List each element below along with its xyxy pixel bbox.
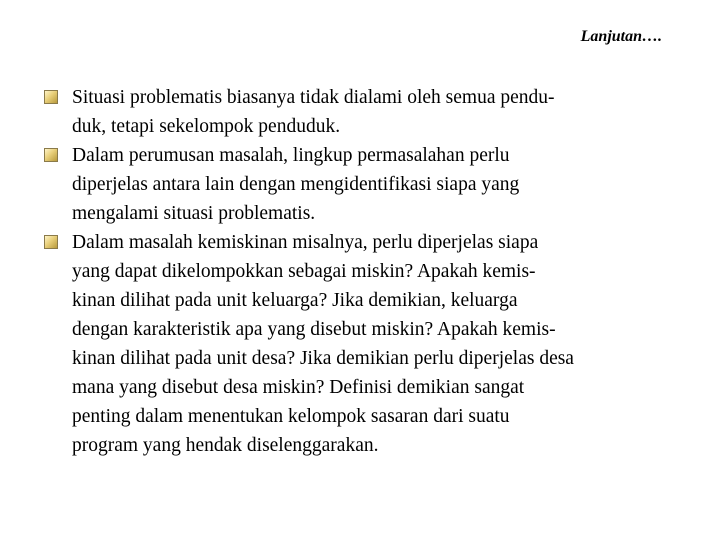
bullet-item-1 [44, 83, 704, 141]
bullet-text-line: yang dapat dikelompokkan sebagai miskin? Apakah kemis- [72, 261, 536, 282]
bullet-item-3 [44, 228, 704, 460]
bullet-text-line: program yang hendak diselenggarakan. [72, 435, 379, 456]
bullet-text-line: kinan dilihat pada unit desa? Jika demikian perlu diperjelas desa [72, 348, 574, 369]
bullet-text-line: mana yang disebut desa miskin? Definisi demikian sangat [72, 377, 525, 398]
bullet-text-line: dengan karakteristik apa yang disebut miskin? Apakah kemis- [72, 319, 556, 340]
square-bullet-icon [44, 148, 58, 162]
square-bullet-icon [44, 90, 58, 104]
bullet-text-line: kinan dilihat pada unit keluarga? Jika demikian, keluarga [72, 290, 518, 311]
square-bullet-icon [44, 235, 58, 249]
bullet-text-line: Dalam masalah kemiskinan misalnya, perlu diperjelas siapa [72, 232, 539, 253]
bullet-text-line: Dalam perumusan masalah, lingkup permasalahan perlu [72, 145, 510, 166]
bullet-text-line: penting dalam menentukan kelompok sasaran dari suatu [72, 406, 510, 427]
slide-title: Lanjutan…. [580, 28, 662, 45]
bullet-text-line: Situasi problematis biasanya tidak dialami oleh semua pendu- [72, 87, 555, 108]
bullet-text-line: mengalami situasi problematis. [72, 203, 316, 224]
bullet-list [44, 83, 704, 460]
bullet-text-line: diperjelas antara lain dengan mengidentifikasi siapa yang [72, 174, 520, 195]
bullet-item-2 [44, 141, 704, 228]
bullet-text-line: duk, tetapi sekelompok penduduk. [72, 116, 341, 137]
